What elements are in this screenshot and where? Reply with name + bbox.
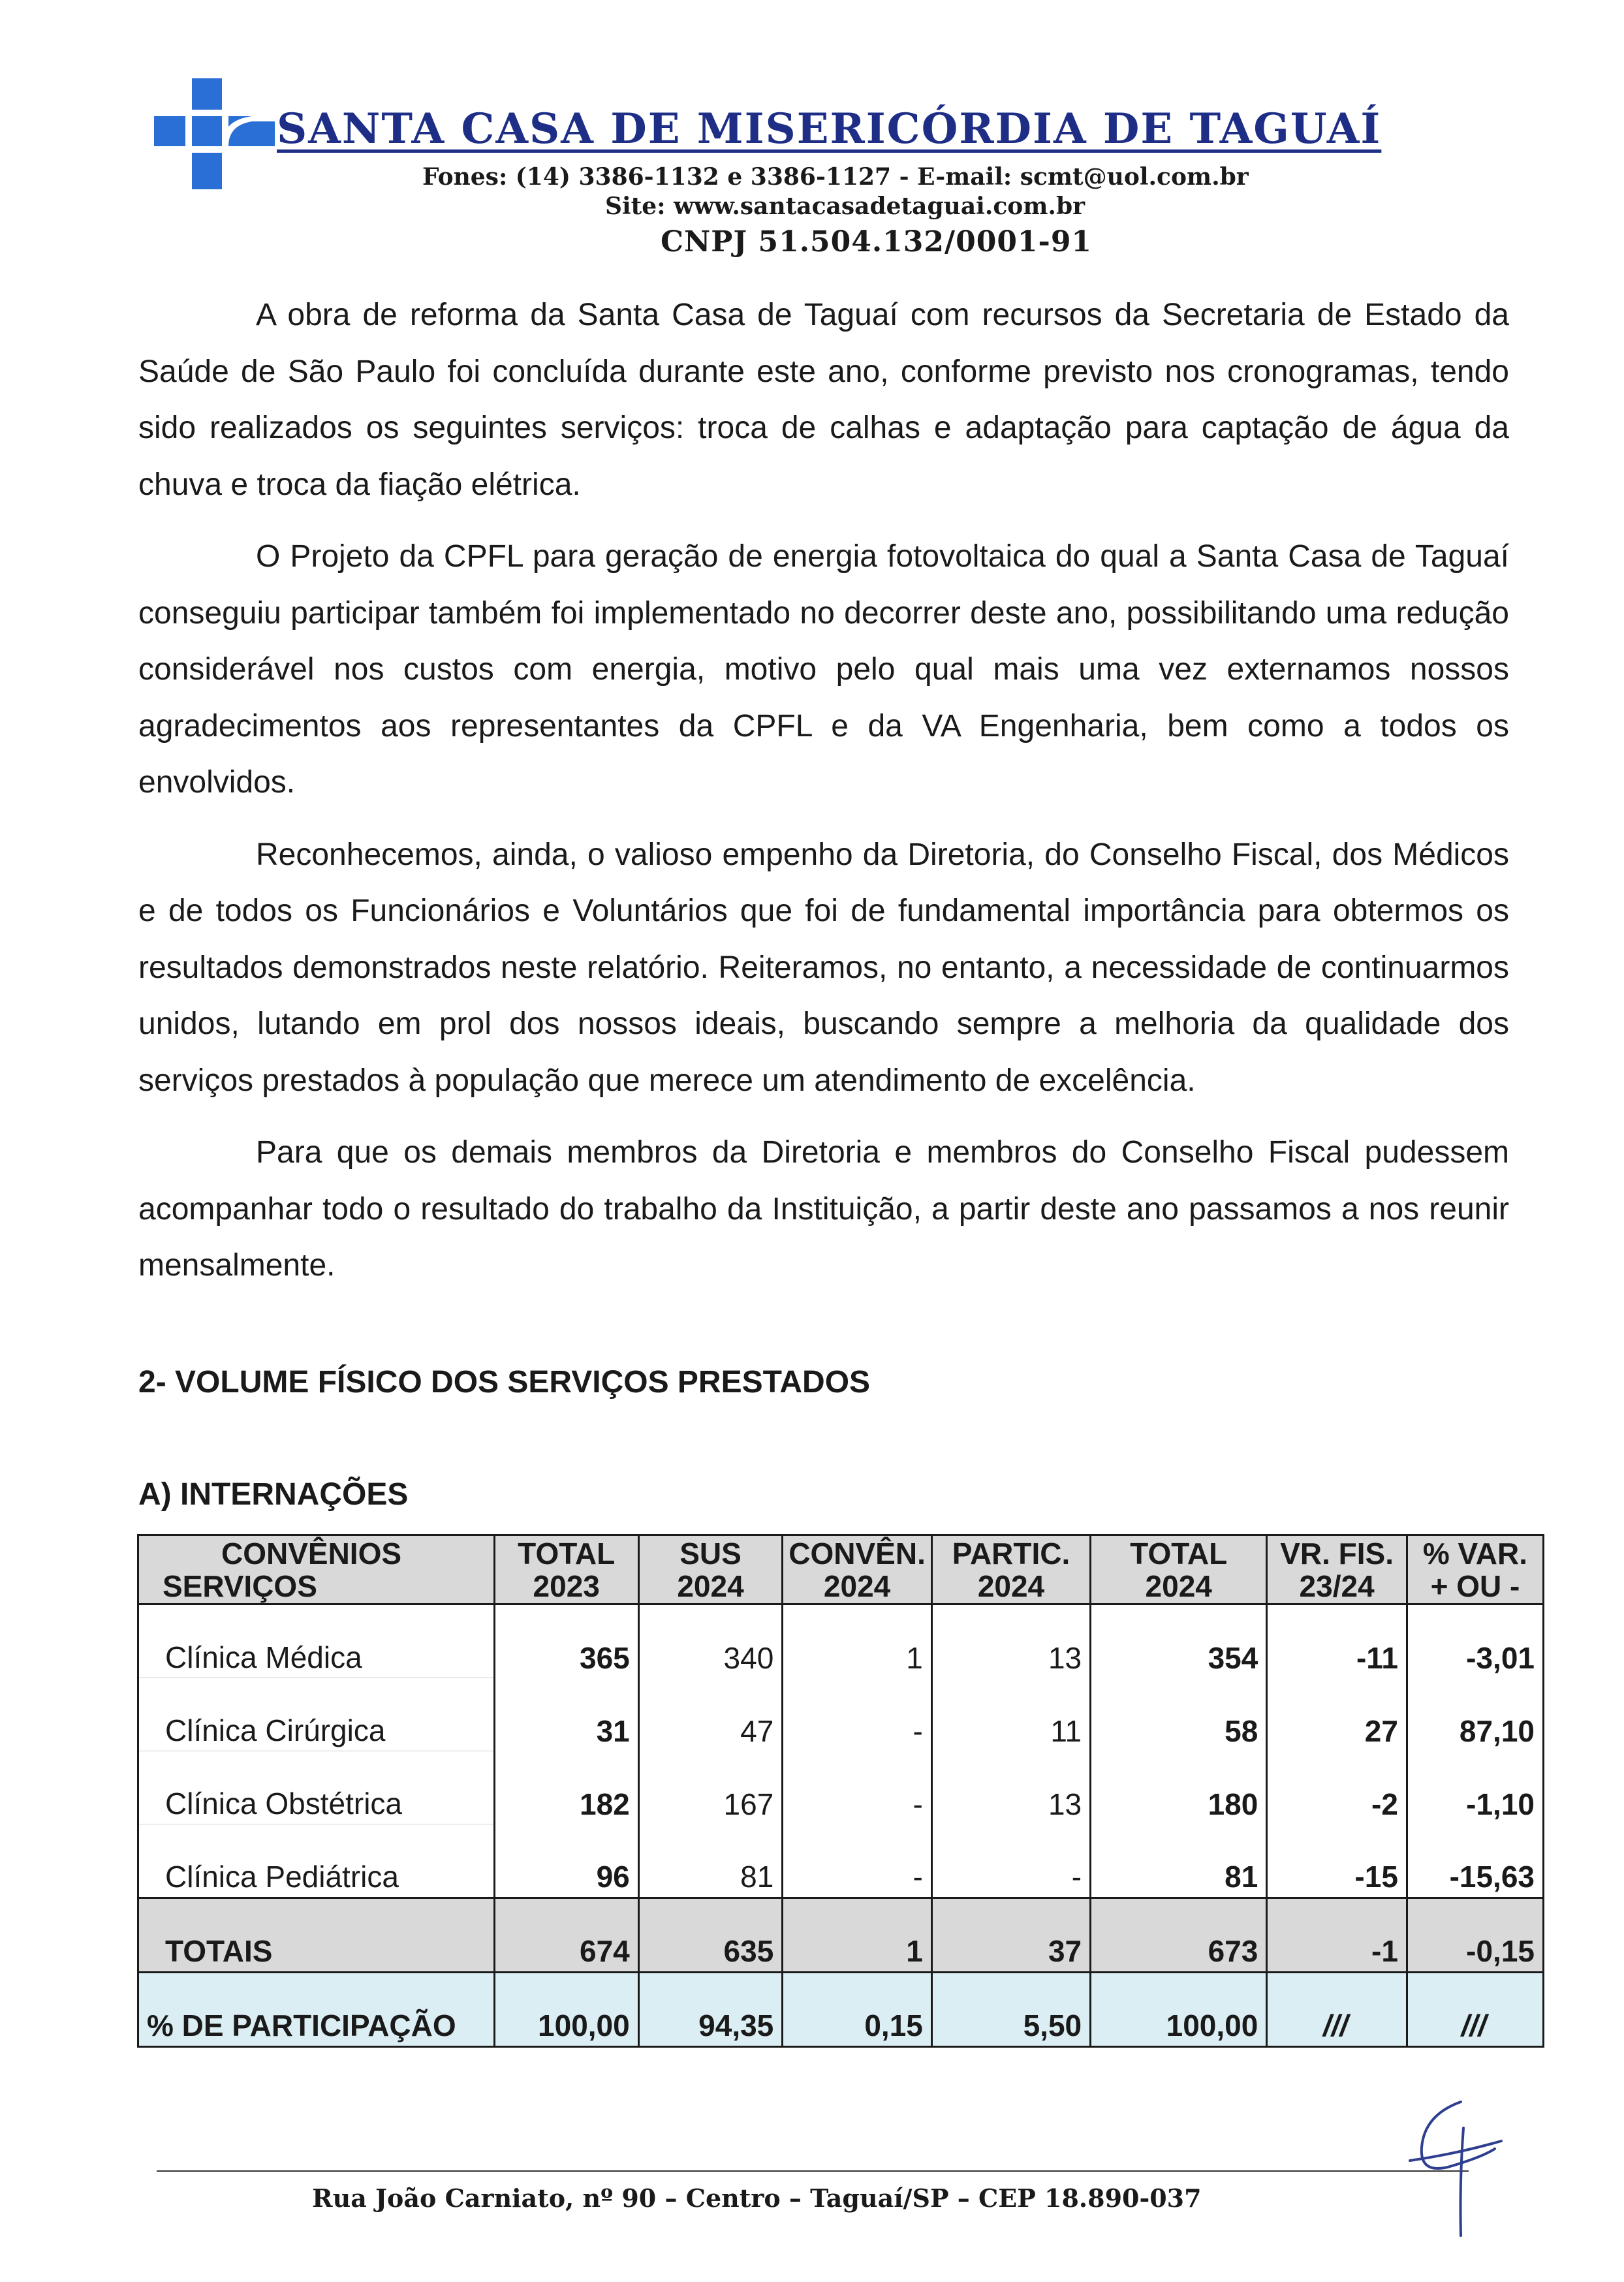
row-label: Clínica Médica	[138, 1604, 495, 1678]
cell-sus-2024: 47	[638, 1678, 783, 1751]
paragraph-renovation: A obra de reforma da Santa Casa de Taguaí com recursos da Secretaria de Estado da Saúde de São Paulo foi concluída durante este ano, conforme previsto nos cronogramas, tendo sido realizados os seguintes serviços: troca de calhas e adaptação para captação de água da chuva e troca da fiação elétrica.	[138, 298, 1509, 502]
cell-total-2024: 180	[1091, 1751, 1267, 1824]
cell-total-2023: 674	[494, 1898, 638, 1973]
cell-sus-2024: 167	[638, 1751, 783, 1824]
paragraph-monthly-meetings: Para que os demais membros da Diretoria e membros do Conselho Fiscal pudessem acompanhar todo o resultado do trabalho da Instituição, a partir deste ano passamos a nos reunir mensalmente.	[138, 1135, 1509, 1283]
cell-partic-2024: 37	[931, 1898, 1090, 1973]
header-line-2: 2024	[1145, 1569, 1212, 1603]
cell-vr-fis: -1	[1267, 1898, 1407, 1973]
cell-sus-2024: 340	[638, 1604, 783, 1678]
table-row	[138, 1604, 1544, 1678]
header-line-1: SUS	[679, 1536, 742, 1571]
footer-address: Rua João Carniato, nº 90 – Centro – Taguaí/SP – CEP 18.890-037	[312, 2183, 1202, 2213]
contact-phones-email: Fones: (14) 3386-1132 e 3386-1127 - E-mail: scmt@uol.com.br	[422, 163, 1249, 191]
header-line-1: TOTAL	[518, 1536, 616, 1571]
cell-pct-var: ///	[1407, 1973, 1543, 2047]
cell-partic-2024: -	[931, 1824, 1090, 1898]
cell-sus-2024: 81	[638, 1824, 783, 1898]
paragraph-solar-project: O Projeto da CPFL para geração de energia fotovoltaica do qual a Santa Casa de Taguaí conseguiu participar também foi implementado no decorrer deste ano, possibilitando uma redução considerável nos custos com energia, motivo pelo qual mais uma vez externamos nossos agradecimentos aos representantes da CPFL e da VA Engenharia, bem como a todos os envolvidos.	[138, 539, 1509, 800]
row-label: Clínica Pediátrica	[138, 1824, 495, 1898]
contact-website: Site: www.santacasadetaguai.com.br	[605, 193, 1085, 220]
cell-total-2024: 354	[1091, 1604, 1267, 1678]
report-body	[138, 287, 1509, 1310]
row-label: Clínica Cirúrgica	[138, 1678, 495, 1751]
participation-row	[138, 1973, 1544, 2047]
header-line-1: VR. FIS.	[1280, 1536, 1394, 1571]
cell-total-2023: 96	[494, 1824, 638, 1898]
cell-partic-2024: 11	[931, 1678, 1090, 1751]
table-row	[138, 1824, 1544, 1898]
subsection-title: A) INTERNAÇÕES	[138, 1477, 409, 1512]
header-line-2: 2023	[533, 1569, 600, 1603]
column-header-vr-fis	[1267, 1535, 1407, 1604]
cnpj-number: CNPJ 51.504.132/0001-91	[661, 225, 1093, 258]
cell-vr-fis: -2	[1267, 1751, 1407, 1824]
cell-total-2024: 673	[1091, 1898, 1267, 1973]
cell-total-2023: 31	[494, 1678, 638, 1751]
cell-total-2023: 100,00	[494, 1973, 638, 2047]
cell-vr-fis: ///	[1267, 1973, 1407, 2047]
cell-convenio-2024: 1	[783, 1604, 932, 1678]
table-header-row	[138, 1535, 1544, 1604]
cell-total-2024: 100,00	[1091, 1973, 1267, 2047]
cell-sus-2024: 94,35	[638, 1973, 783, 2047]
cell-total-2023: 365	[494, 1604, 638, 1678]
cell-pct-var: -15,63	[1407, 1824, 1543, 1898]
table-row	[138, 1678, 1544, 1751]
cell-convenio-2024: -	[783, 1824, 932, 1898]
cell-convenio-2024: 0,15	[783, 1973, 932, 2047]
row-label: TOTAIS	[138, 1898, 495, 1973]
paragraph-acknowledgements: Reconhecemos, ainda, o valioso empenho da Diretoria, do Conselho Fiscal, dos Médicos e de todos os Funcionários e Voluntários que foi de fundamental importância para obtermos os resultados demonstrados neste relatório. Reiteramos, no entanto, a necessidade de continuarmos unidos, lutando em prol dos nossos ideais, buscando sempre a melhoria da qualidade dos serviços prestados à população que merece um atendimento de excelência.	[138, 837, 1509, 1098]
totals-row	[138, 1898, 1544, 1973]
cell-sus-2024: 635	[638, 1898, 783, 1973]
column-header-pct-var	[1407, 1535, 1543, 1604]
header-line-2: 2024	[677, 1569, 744, 1603]
column-header-total-2023	[494, 1535, 638, 1604]
cell-convenio-2024: 1	[783, 1898, 932, 1973]
column-header-sus-2024	[638, 1535, 783, 1604]
cell-partic-2024: 13	[931, 1604, 1090, 1678]
cell-convenio-2024: -	[783, 1678, 932, 1751]
header-convenios: CONVÊNIOS	[221, 1536, 402, 1571]
handwritten-initial-signature-icon	[1384, 2089, 1508, 2239]
letterhead	[154, 72, 1466, 268]
column-header-total-2024	[1091, 1535, 1267, 1604]
header-servicos: SERVIÇOS	[163, 1569, 317, 1603]
header-line-2: 23/24	[1299, 1569, 1375, 1603]
cell-partic-2024: 13	[931, 1751, 1090, 1824]
row-label: Clínica Obstétrica	[138, 1751, 495, 1824]
header-line-1: TOTAL	[1130, 1536, 1228, 1571]
section-title: 2- VOLUME FÍSICO DOS SERVIÇOS PRESTADOS	[138, 1365, 871, 1399]
column-header-convenio-2024	[783, 1535, 932, 1604]
header-line-2: 2024	[823, 1569, 891, 1603]
header-line-1: CONVÊN.	[789, 1536, 926, 1571]
hospitalizations-table	[137, 1534, 1544, 2048]
column-header-partic-2024	[931, 1535, 1090, 1604]
cell-pct-var: -0,15	[1407, 1898, 1543, 1973]
cell-pct-var: 87,10	[1407, 1678, 1543, 1751]
cell-total-2024: 81	[1091, 1824, 1267, 1898]
cell-partic-2024: 5,50	[931, 1973, 1090, 2047]
header-line-1: PARTIC.	[952, 1536, 1070, 1571]
header-line-2: 2024	[977, 1569, 1045, 1603]
column-header-services	[138, 1535, 495, 1604]
cell-total-2024: 58	[1091, 1678, 1267, 1751]
header-line-2: + OU -	[1430, 1569, 1520, 1603]
header-line-1: % VAR.	[1422, 1536, 1528, 1571]
cell-pct-var: -1,10	[1407, 1751, 1543, 1824]
medical-cross-logo-icon	[154, 78, 275, 189]
cell-vr-fis: -15	[1267, 1824, 1407, 1898]
cell-convenio-2024: -	[783, 1751, 932, 1824]
organization-name: SANTA CASA DE MISERICÓRDIA DE TAGUAÍ	[277, 104, 1382, 153]
cell-total-2023: 182	[494, 1751, 638, 1824]
cell-vr-fis: 27	[1267, 1678, 1407, 1751]
table-row	[138, 1751, 1544, 1824]
cell-vr-fis: -11	[1267, 1604, 1407, 1678]
cell-pct-var: -3,01	[1407, 1604, 1543, 1678]
footer-divider	[157, 2170, 1469, 2172]
row-label: % DE PARTICIPAÇÃO	[138, 1973, 495, 2047]
